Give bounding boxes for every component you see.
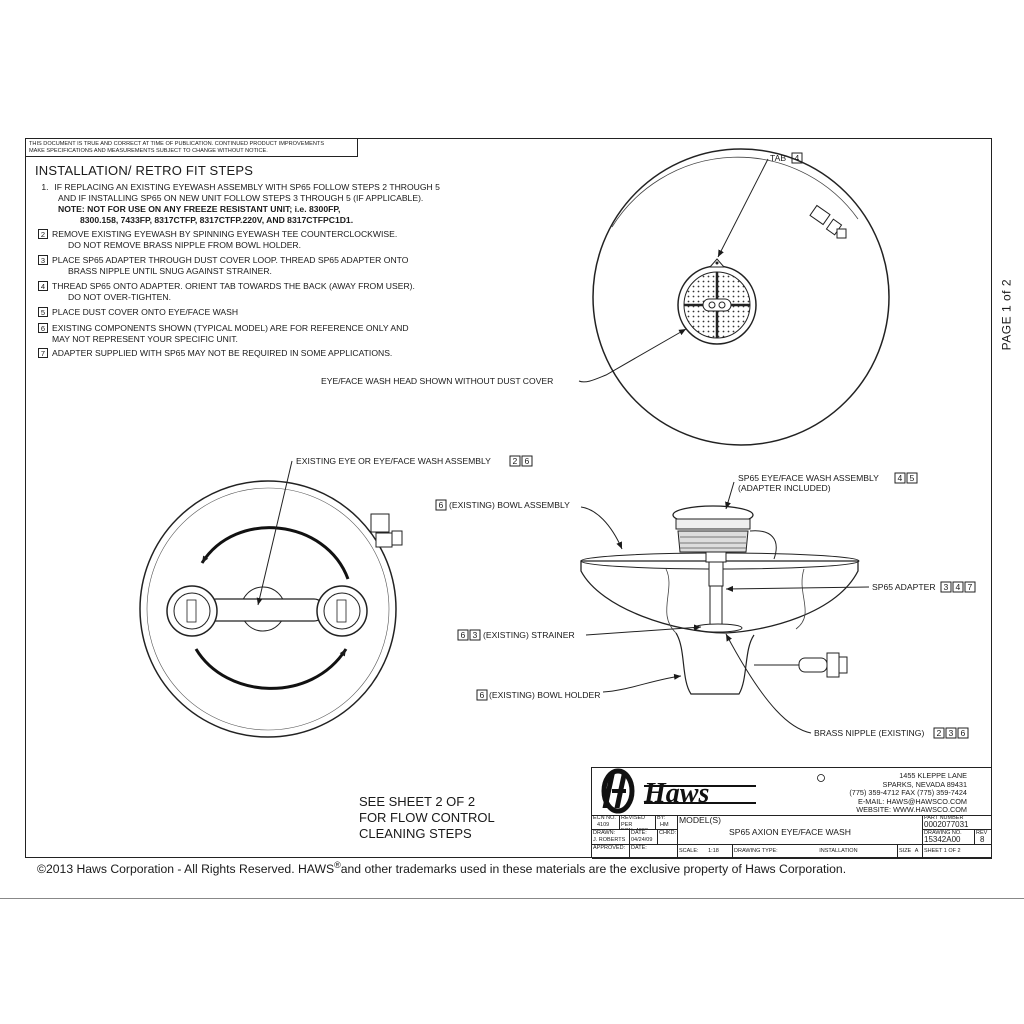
label-sp65-assembly-ref-2: 5 xyxy=(909,473,915,483)
address-line-2: SPARKS, NEVADA 89431 xyxy=(882,779,967,789)
rev-cell xyxy=(975,830,992,845)
drawing-type-label: DRAWING TYPE: xyxy=(734,848,778,854)
model-label: MODEL(S) xyxy=(679,815,722,825)
revised-cell xyxy=(620,815,656,830)
label-sp65-adapter-ref-2: 4 xyxy=(955,582,961,592)
drawn-cell xyxy=(592,830,630,845)
label-bowl-assembly-ref: 6 xyxy=(438,500,444,510)
label-sp65-adapter-ref-1: 3 xyxy=(943,582,949,592)
step-2-number: 2 xyxy=(38,229,48,239)
size-cell xyxy=(898,845,923,859)
top-view-existing xyxy=(140,461,402,737)
step-3-line-2: BRASS NIPPLE UNTIL SNUG AGAINST STRAINER. xyxy=(68,266,272,276)
by-value: HM xyxy=(660,821,669,828)
copyright-part-1: ©2013 Haws Corporation - All Rights Reserved. HAWS xyxy=(37,862,335,877)
part-number-cell xyxy=(923,815,992,830)
step-4-line-2: DO NOT OVER-TIGHTEN. xyxy=(68,292,171,302)
registered-mark: ® xyxy=(334,860,341,870)
sheet-value: 1 xyxy=(943,848,947,854)
drawing-type-cell xyxy=(733,845,898,859)
step-1-line-2: AND IF INSTALLING SP65 ON NEW UNIT FOLLOW STEPS 3 THROUGH 5 (IF APPLICABLE). xyxy=(58,193,424,203)
drawing-no-label: DRAWING NO. xyxy=(924,830,962,836)
step-7-number: 7 xyxy=(38,348,48,358)
haws-logo xyxy=(596,768,836,814)
approved-cell xyxy=(592,845,630,859)
chkd-cell xyxy=(658,830,678,845)
scale-value: 1:18 xyxy=(708,848,719,854)
company-address xyxy=(849,772,967,815)
label-tab-ref: 4 xyxy=(794,153,800,163)
copyright-line xyxy=(37,860,846,876)
step-5-number: 5 xyxy=(38,307,48,317)
address-line-1: 1455 KLEPPE LANE xyxy=(899,771,967,780)
ecn-no-cell xyxy=(592,815,620,830)
scale-label: SCALE: xyxy=(679,848,699,854)
label-brass-nipple: BRASS NIPPLE (EXISTING) xyxy=(814,728,925,738)
notice-line-2: MAKE SPECIFICATIONS AND MEASUREMENTS SUBJECT TO CHANGE WITHOUT NOTICE. xyxy=(29,148,268,154)
ecn-no-label: ECN NO. xyxy=(593,815,616,821)
notice-line-1: THIS DOCUMENT IS TRUE AND CORRECT AT TIME OF PUBLICATION. CONTINUED PRODUCT IMPROVEMENTS xyxy=(29,141,325,147)
copyright-part-2: and other trademarks used in these materials are the exclusive property of Haws Corporation. xyxy=(340,862,847,877)
step-6-number: 6 xyxy=(38,323,48,333)
label-strainer: (EXISTING) STRAINER xyxy=(483,630,575,640)
date-value: 04/24/09 xyxy=(631,836,653,843)
step-6-line-1: EXISTING COMPONENTS SHOWN (TYPICAL MODEL) ARE FOR REFERENCE ONLY AND xyxy=(52,323,409,333)
drawing-sheet xyxy=(25,138,1013,858)
step-5-line-1: PLACE DUST COVER ONTO EYE/FACE WASH xyxy=(52,307,239,317)
address-phone: (775) 359-4712 FAX (775) 359-7424 xyxy=(849,788,967,797)
label-strainer-ref-1: 6 xyxy=(460,630,466,640)
label-sp65-assembly: SP65 EYE/FACE WASH ASSEMBLY xyxy=(738,473,879,483)
step-1-number: 1. xyxy=(41,182,49,192)
model-value: SP65 AXION EYE/FACE WASH xyxy=(729,827,851,837)
date2-cell xyxy=(630,845,678,859)
model-cell xyxy=(678,815,923,845)
step-2-line-1: REMOVE EXISTING EYEWASH BY SPINNING EYEWASH TEE COUNTERCLOCKWISE. xyxy=(52,229,398,239)
tee-fitting-top xyxy=(810,205,846,238)
step-1-note-2: 8300.158, 7433FP, 8317CTFP, 8317CTFP.220V, AND 8317CTFPC1D1. xyxy=(80,215,354,225)
revised-label: REVISED PER xyxy=(621,815,646,828)
step-6-line-2: MAY NOT REPRESENT YOUR SPECIFIC UNIT. xyxy=(52,334,238,344)
step-4-number: 4 xyxy=(38,281,48,291)
drawing-type-value: INSTALLATION xyxy=(819,848,858,854)
step-3-line-1: PLACE SP65 ADAPTER THROUGH DUST COVER LOOP. THREAD SP65 ADAPTER ONTO xyxy=(52,255,409,265)
size-label: SIZE xyxy=(899,848,912,854)
step-3-number: 3 xyxy=(38,255,48,265)
scale-cell xyxy=(678,845,733,859)
label-existing-assembly-ref-1: 2 xyxy=(512,456,518,466)
label-bowl-assembly: (EXISTING) BOWL ASSEMBLY xyxy=(449,500,570,510)
rotation-arrow-bottom xyxy=(196,649,346,688)
chkd-label: CHKD: xyxy=(659,830,677,836)
drawn-value: J. ROBERTS xyxy=(593,836,626,843)
label-adapter-included: (ADAPTER INCLUDED) xyxy=(738,483,831,493)
label-brass-nipple-ref-2: 3 xyxy=(948,728,954,738)
step-1-line-1: IF REPLACING AN EXISTING EYEWASH ASSEMBLY WITH SP65 FOLLOW STEPS 2 THROUGH 5 xyxy=(54,182,440,192)
part-number-label: PART NUMBER xyxy=(924,815,964,821)
eye-face-wash-head xyxy=(678,259,756,344)
title-block xyxy=(591,767,991,858)
see-sheet-line-1: SEE SHEET 2 OF 2 xyxy=(359,794,476,809)
by-cell xyxy=(656,815,678,830)
step-1-note-1: NOTE: NOT FOR USE ON ANY FREEZE RESISTANT UNIT; i.e. 8300FP, xyxy=(58,204,341,214)
side-view-bowl xyxy=(581,482,869,733)
drawing-no-value: 15342A00 xyxy=(924,835,961,844)
label-existing-assembly: EXISTING EYE OR EYE/FACE WASH ASSEMBLY xyxy=(296,456,491,466)
of-value: 2 xyxy=(957,848,961,854)
rev-label: REV xyxy=(976,830,988,836)
label-sp65-adapter-ref-3: 7 xyxy=(967,582,973,592)
label-brass-nipple-ref-1: 2 xyxy=(936,728,942,738)
see-sheet-note xyxy=(359,794,495,842)
title-block-logo-area xyxy=(592,768,992,816)
technical-drawing xyxy=(26,139,991,857)
label-bowl-holder-ref: 6 xyxy=(479,690,485,700)
rotation-arrow-top xyxy=(202,528,348,579)
sheet-label: SHEET xyxy=(924,848,943,854)
top-view-sp65 xyxy=(579,149,889,445)
size-value: A xyxy=(914,848,919,854)
label-sp65-adapter: SP65 ADAPTER xyxy=(872,582,936,592)
date-label: DATE: xyxy=(631,830,647,836)
label-sp65-assembly-ref-1: 4 xyxy=(897,473,903,483)
part-number-value: 0002077031 xyxy=(924,820,969,829)
label-bowl-holder: (EXISTING) BOWL HOLDER xyxy=(489,690,601,700)
see-sheet-line-2: FOR FLOW CONTROL xyxy=(359,810,495,825)
label-head-without-cover: EYE/FACE WASH HEAD SHOWN WITHOUT DUST COVER xyxy=(321,376,554,386)
rev-value: 8 xyxy=(980,835,985,844)
date2-label: DATE: xyxy=(631,845,647,851)
drawing-no-cell xyxy=(923,830,975,845)
ecn-no-value: 4109 xyxy=(597,821,610,828)
step-7-line-1: ADAPTER SUPPLIED WITH SP65 MAY NOT BE REQUIRED IN SOME APPLICATIONS. xyxy=(52,348,393,358)
date-cell xyxy=(630,830,658,845)
of-label: OF xyxy=(948,848,957,854)
address-website: WEBSITE: WWW.HAWSCO.COM xyxy=(856,805,967,814)
label-tab: TAB xyxy=(770,153,787,163)
approved-label: APPROVED: xyxy=(593,845,626,851)
address-email: E-MAIL: HAWS@HAWSCO.COM xyxy=(857,796,967,806)
label-existing-assembly-ref-2: 6 xyxy=(524,456,530,466)
by-label: BY: xyxy=(657,815,666,821)
label-brass-nipple-ref-3: 6 xyxy=(960,728,966,738)
see-sheet-line-3: CLEANING STEPS xyxy=(359,826,472,841)
sheet-cell xyxy=(923,845,992,859)
haws-wordmark: Haws xyxy=(644,778,710,809)
step-2-line-2: DO NOT REMOVE BRASS NIPPLE FROM BOWL HOLDER. xyxy=(68,240,302,250)
step-4-line-1: THREAD SP65 ONTO ADAPTER. ORIENT TAB TOWARDS THE BACK (AWAY FROM USER). xyxy=(52,281,415,291)
label-strainer-ref-2: 3 xyxy=(472,630,478,640)
installation-title: INSTALLATION/ RETRO FIT STEPS xyxy=(35,163,254,178)
page-number-vertical: PAGE 1 of 2 xyxy=(999,279,1013,351)
bottom-divider xyxy=(0,898,1024,899)
drawn-label: DRAWN: xyxy=(593,830,616,836)
